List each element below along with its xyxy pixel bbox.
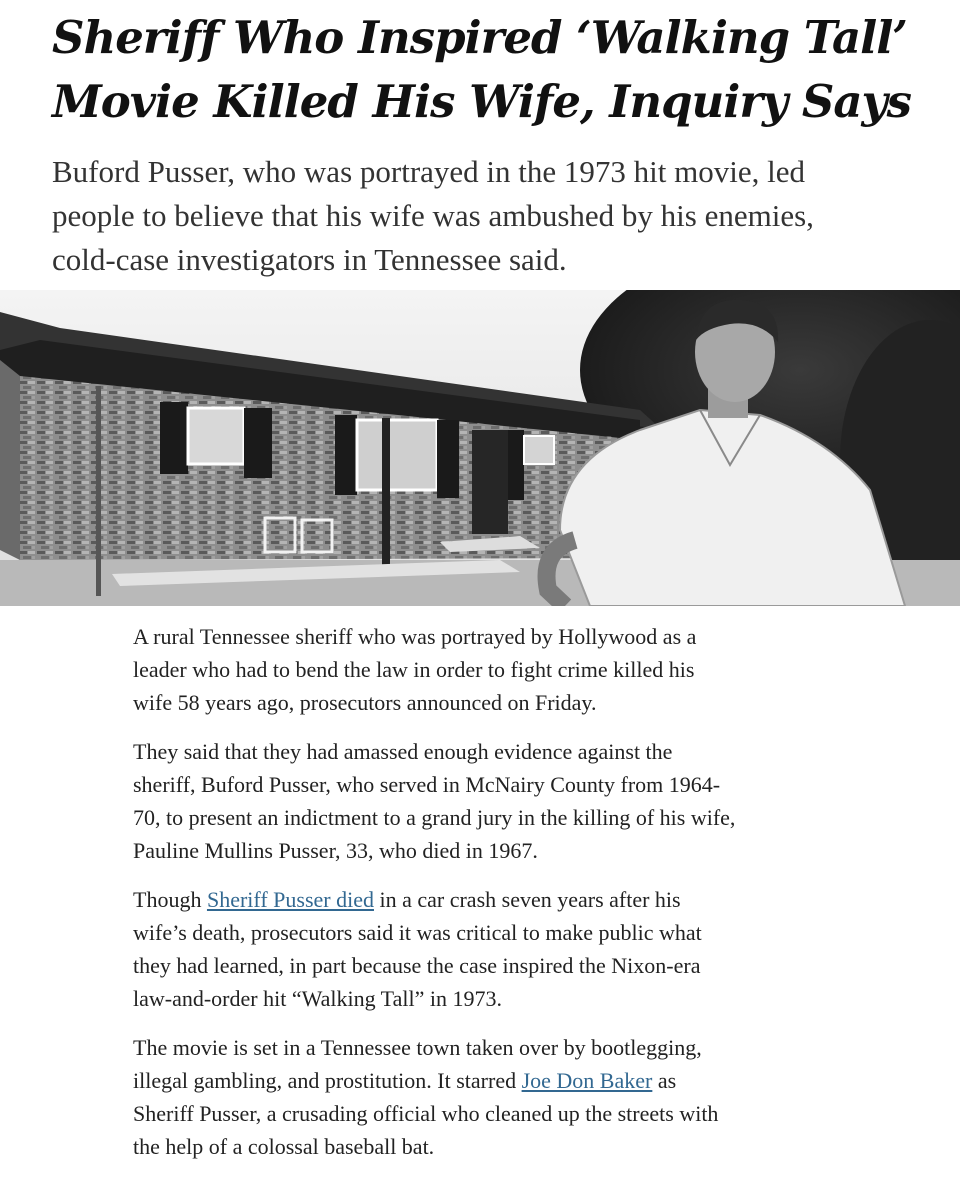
paragraph-line: A rural Tennessee sheriff who was portrayed by Hollywood as a — [133, 624, 697, 649]
text-segment: as — [652, 1068, 677, 1093]
paragraph-line — [133, 883, 833, 916]
paragraph-line: Sheriff Pusser, a crusading official who cleaned up the streets with — [133, 1101, 719, 1126]
paragraph — [133, 620, 833, 719]
paragraph-line: sheriff, Buford Pusser, who served in McNairy County from 1964- — [133, 772, 721, 797]
photo-icon — [0, 290, 960, 606]
paragraph-line: Pauline Mullins Pusser, 33, who died in 1967. — [133, 838, 538, 863]
dek-line: cold-case investigators in Tennessee said. — [52, 242, 567, 277]
paragraph — [133, 1031, 833, 1163]
paragraph-line: 70, to present an indictment to a grand jury in the killing of his wife, — [133, 805, 736, 830]
text-segment: in a car crash seven years after his — [373, 887, 681, 912]
headline-line: Sheriff Who Inspired ‘Walking Tall’ — [52, 11, 907, 64]
paragraph-line: law-and-order hit “Walking Tall” in 1973. — [133, 986, 502, 1011]
dek-line: Buford Pusser, who was portrayed in the 1973 hit movie, led — [52, 154, 805, 189]
paragraph — [133, 735, 833, 867]
joe-don-baker-link[interactable]: Joe Don Baker — [521, 1068, 653, 1093]
sheriff-pusser-died-link[interactable]: Sheriff Pusser died — [206, 887, 374, 912]
dek-line: people to believe that his wife was ambushed by his enemies, — [52, 198, 814, 233]
summary-dek — [52, 150, 932, 282]
lead-photo — [0, 290, 960, 606]
headline-line: Movie Killed His Wife, Inquiry Says — [52, 75, 912, 128]
article-body — [133, 620, 833, 1179]
paragraph-line: They said that they had amassed enough evidence against the — [133, 739, 673, 764]
paragraph-line: The movie is set in a Tennessee town taken over by bootlegging, — [133, 1035, 702, 1060]
paragraph-line: they had learned, in part because the case inspired the Nixon-era — [133, 953, 701, 978]
headline — [52, 6, 932, 134]
paragraph-line: wife 58 years ago, prosecutors announced on Friday. — [133, 690, 597, 715]
paragraph-line — [133, 1064, 833, 1097]
paragraph-line: the help of a colossal baseball bat. — [133, 1134, 435, 1159]
text-segment: Though — [133, 887, 207, 912]
paragraph-line: leader who had to bend the law in order to fight crime killed his — [133, 657, 695, 682]
paragraph-line: wife’s death, prosecutors said it was critical to make public what — [133, 920, 702, 945]
text-segment: illegal gambling, and prostitution. It starred — [133, 1068, 522, 1093]
paragraph — [133, 883, 833, 1015]
